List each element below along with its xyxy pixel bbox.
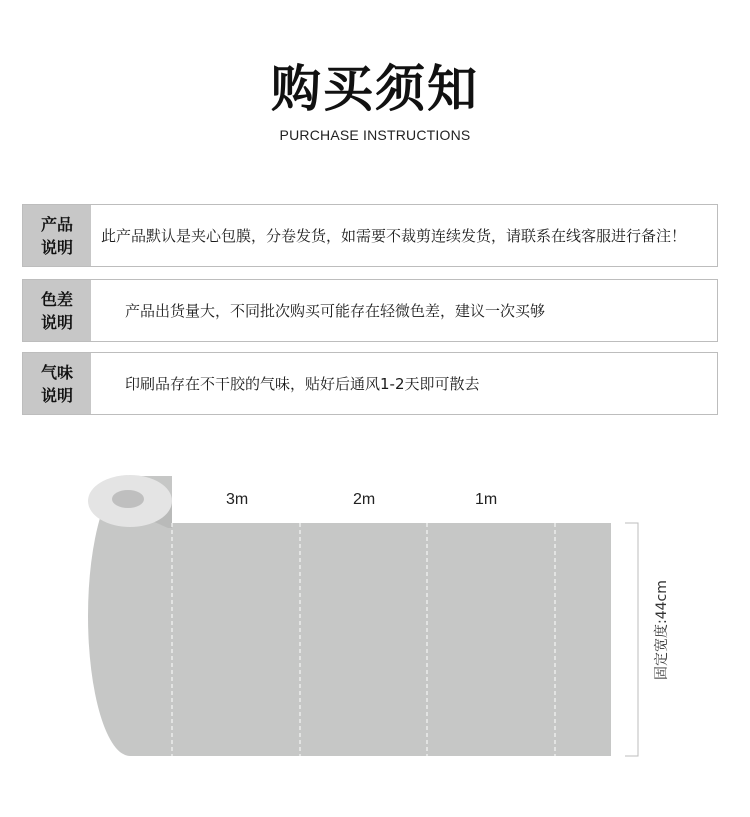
core-hole-icon: [112, 490, 144, 508]
notice-text: 此产品默认是夹心包膜，分卷发货，如需要不裁剪连续发货，请联系在线客服进行备注！: [101, 227, 687, 245]
notice-label-line2: 说明: [40, 312, 73, 332]
notice-label: [23, 353, 91, 414]
page-title: 购买须知: [271, 60, 479, 118]
notice-label-line1: 产品: [40, 214, 73, 234]
width-dimension-bracket: [625, 523, 638, 756]
meter-label-1m: 1m: [475, 491, 498, 508]
notice-label: [23, 280, 91, 341]
meter-label-2m: 2m: [353, 491, 376, 508]
page-subtitle: PURCHASE INSTRUCTIONS: [279, 127, 471, 143]
notice-label-line1: 色差: [40, 289, 73, 309]
notice-label-line2: 说明: [40, 385, 73, 405]
unrolled-sheet: [168, 523, 611, 756]
notice-odor: [22, 352, 718, 415]
notice-label-line2: 说明: [40, 237, 73, 257]
meter-label-3m: 3m: [226, 491, 249, 508]
notice-product: [22, 204, 718, 267]
notice-label: [23, 205, 91, 266]
fixed-width-label: 固定宽度:44cm: [654, 580, 670, 680]
notice-text: 印刷品存在不干胶的气味，贴好后通风1-2天即可散去: [125, 375, 480, 393]
notice-text: 产品出货量大，不同批次购买可能存在轻微色差，建议一次买够: [125, 302, 546, 320]
notice-color-difference: [22, 279, 718, 342]
notice-label-line1: 气味: [40, 362, 73, 382]
